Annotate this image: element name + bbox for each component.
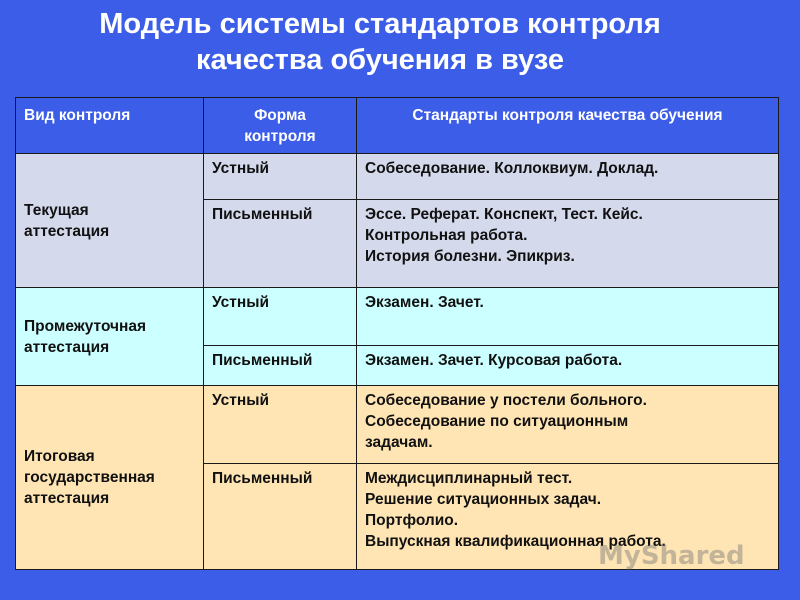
standards-table [15,97,779,570]
form-cell: Устный [204,154,357,200]
table-row [16,386,779,464]
standards-cell: Экзамен. Зачет. [357,288,779,346]
form-cell: Устный [204,288,357,346]
title-line-2: качества обучения в вузе [195,44,565,76]
standards-cell: Собеседование у постели больного. Собеседование по ситуационным задачам. [357,386,779,464]
standards-cell: Экзамен. Зачет. Курсовая работа. [357,346,779,386]
table-row [16,288,779,346]
kind-cell-current: Текущая аттестация [16,154,204,288]
kind-cell-intermediate: Промежуточная аттестация [16,288,204,386]
form-cell: Письменный [204,346,357,386]
standards-cell: Междисциплинарный тест. Решение ситуационных задач. Портфолио. Выпускная квалификационная работа. [357,464,779,570]
header-standards: Стандарты контроля качества обучения [357,98,779,154]
header-kind: Вид контроля [16,98,204,154]
table-row [16,154,779,200]
form-cell: Письменный [204,200,357,288]
slide-title [0,6,760,78]
form-cell: Устный [204,386,357,464]
title-line-1: Модель системы стандартов контроля [99,8,661,40]
table-header-row [16,98,779,154]
watermark-logo: MyShared [598,541,745,571]
header-form: Форма контроля [204,98,357,154]
kind-cell-final: Итоговая государственная аттестация [16,386,204,570]
standards-cell: Собеседование. Коллоквиум. Доклад. [357,154,779,200]
form-cell: Письменный [204,464,357,570]
standards-cell: Эссе. Реферат. Конспект, Тест. Кейс. Контрольная работа. История болезни. Эпикриз. [357,200,779,288]
